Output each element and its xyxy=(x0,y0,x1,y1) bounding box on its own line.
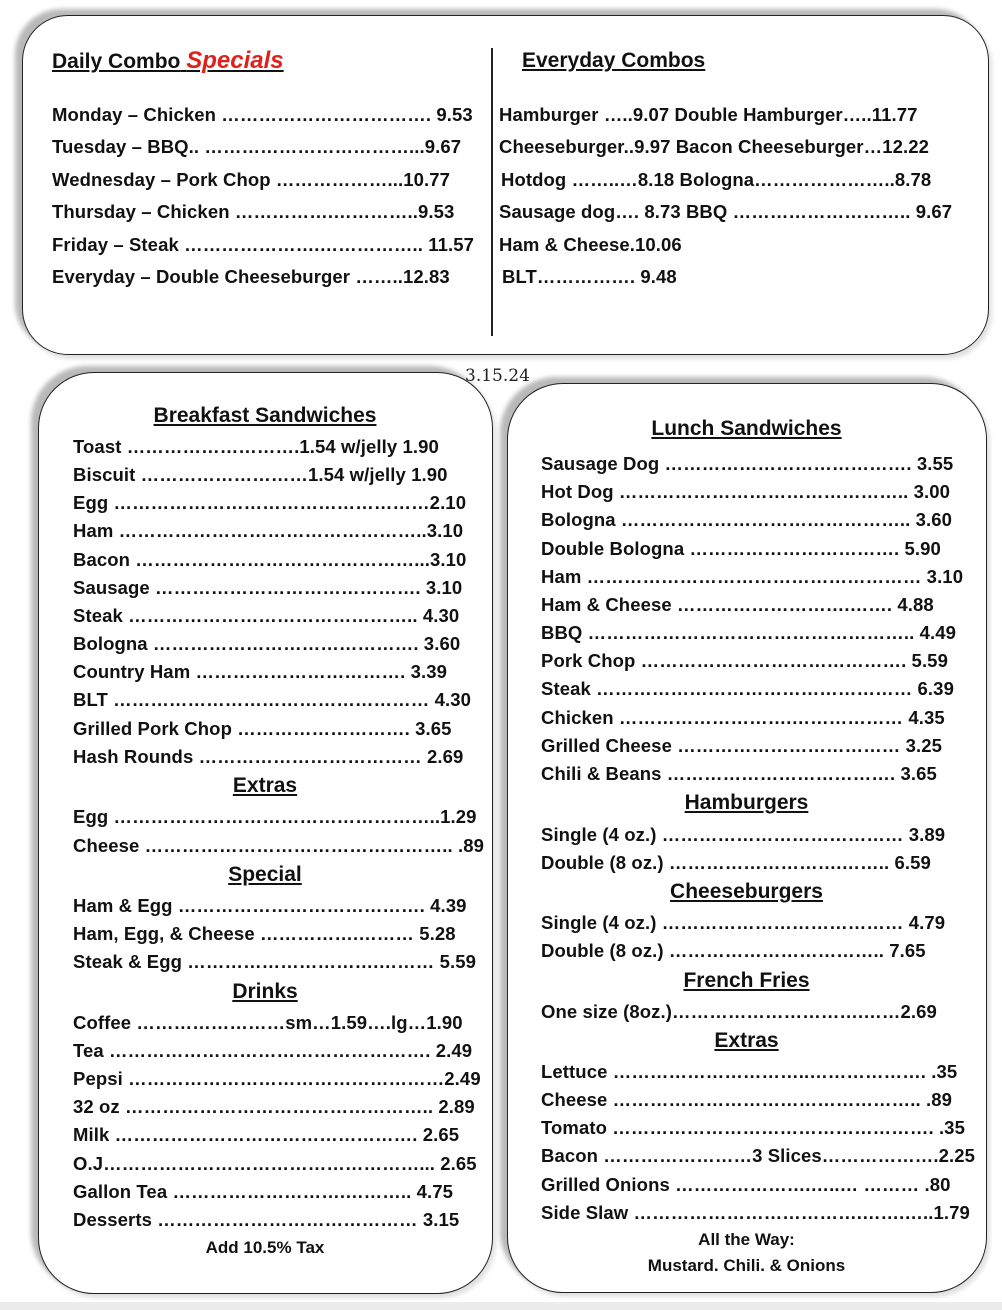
all-the-way-toppings: Mustard. Chili. & Onions xyxy=(647,1256,846,1275)
daily-special-row: Everyday – Double Cheeseburger ……..12.83 xyxy=(52,266,450,287)
menu-item-row: Lettuce …………………………..………………. .35 xyxy=(541,1061,958,1082)
menu-item-row: Desserts …………………………………… 3.15 xyxy=(73,1209,460,1230)
everyday-combo-row: Hotdog ……..…8.18 Bologna…………………..8.78 xyxy=(501,169,932,190)
menu-item-row: 32 oz ………………………………………….. 2.89 xyxy=(73,1096,475,1117)
menu-item-row: Milk …………………………………………. 2.65 xyxy=(73,1124,460,1145)
all-the-way-label: All the Way: xyxy=(698,1230,795,1249)
menu-item-row: Grilled Cheese ……………………………… 3.25 xyxy=(541,735,943,756)
menu-item-row: Bacon ………………………………………...3.10 xyxy=(73,549,467,570)
everyday-combo-row: BLT……………. 9.48 xyxy=(502,266,677,287)
menu-item-row: Bacon ……………………3 Slices……………….2.25 xyxy=(541,1145,976,1166)
menu-item-row: Gallon Tea ……………………….……….. 4.75 xyxy=(73,1181,454,1202)
menu-item-row: Egg ……………………………………………2.10 xyxy=(73,492,467,513)
breakfast-panel xyxy=(38,372,493,1294)
menu-item-row: Single (4 oz.) ………………………………… 4.79 xyxy=(541,912,946,933)
combos-panel xyxy=(22,15,989,355)
menu-item-row: Steak …………………………………………… 6.39 xyxy=(541,678,954,699)
menu-item-row: Sausage Dog …………………………………. 3.55 xyxy=(541,453,954,474)
menu-item-row: Ham …………………………………………..3.10 xyxy=(73,520,464,541)
menu-item-row: Egg ……………………………………………..1.29 xyxy=(73,806,477,827)
menu-item-row: Double (8 oz.) ……………………….…….. 6.59 xyxy=(541,852,931,873)
lunch-heading: Lunch Sandwiches xyxy=(651,417,842,440)
menu-item-row: Cheese ………………………………………….. .89 xyxy=(541,1089,952,1110)
menu-item-row: Ham & Cheese ……………………….……. 4.88 xyxy=(541,594,934,615)
menu-item-row: One size (8oz.)………………………….……2.69 xyxy=(541,1001,937,1022)
menu-item-row: Coffee ……………………sm…1.59….lg…1.90 xyxy=(73,1012,463,1033)
menu-item-row: Bologna ……………………………………….. 3.60 xyxy=(541,509,953,530)
menu-item-row: Pork Chop ……………………………………. 5.59 xyxy=(541,650,948,671)
menu-item-row: Tea ……………………………………………. 2.49 xyxy=(73,1040,473,1061)
menu-item-row: Tomato ……………………………………………. .35 xyxy=(541,1117,965,1138)
daily-special-row: Thursday – Chicken …………….…………..9.53 xyxy=(52,201,455,222)
everyday-combos-heading: Everyday Combos xyxy=(522,49,706,72)
menu-item-row: O.J……………………………………………... 2.65 xyxy=(73,1153,477,1174)
breakfast-heading: Breakfast Sandwiches xyxy=(153,404,377,427)
menu-item-row: Country Ham ……………………………. 3.39 xyxy=(73,661,447,682)
menu-item-row: Steak & Egg ………………………….……… 5.59 xyxy=(73,951,476,972)
daily-special-row: Tuesday – BBQ.. ……………………………...9.67 xyxy=(52,136,462,157)
menu-item-row: Hash Rounds ……………………………… 2.69 xyxy=(73,746,464,767)
daily-combo-title: Daily Combo xyxy=(52,50,181,73)
menu-item-row: Grilled Onions ………………….…..… ……… .80 xyxy=(541,1174,951,1195)
menu-item-row: Double (8 oz.) …………………………….. 7.65 xyxy=(541,940,926,961)
everyday-combo-row: Sausage dog…. 8.73 BBQ ……………………….. 9.67 xyxy=(499,201,953,222)
drinks-heading: Drinks xyxy=(232,980,298,1003)
menu-item-row: Hot Dog ……………………………………….. 3.00 xyxy=(541,481,950,502)
daily-special-row: Monday – Chicken ……………………………. 9.53 xyxy=(52,104,473,125)
extras-heading: Extras xyxy=(714,1029,779,1052)
extras-heading: Extras xyxy=(232,774,298,797)
everyday-combo-row: Hamburger …..9.07 Double Hamburger…..11.77 xyxy=(499,104,918,125)
menu-item-row: Cheese ………………………………………….. .89 xyxy=(73,835,484,856)
menu-item-row: Ham ……………………………………………… 3.10 xyxy=(541,566,964,587)
french-fries-heading: French Fries xyxy=(683,969,810,992)
special-heading: Special xyxy=(228,863,302,886)
daily-combo-heading xyxy=(52,47,284,75)
menu-item-row: Toast ……………………….1.54 w/jelly 1.90 xyxy=(73,436,439,457)
menu-item-row: Ham & Egg …………………………………. 4.39 xyxy=(73,895,467,916)
menu-item-row: Side Slaw ……………………………….…….…..1.79 xyxy=(541,1202,970,1223)
menu-item-row: Bologna ……………………………………. 3.60 xyxy=(73,633,461,654)
daily-special-row: Wednesday – Pork Chop ………………...10.77 xyxy=(52,169,451,190)
everyday-combo-row: Ham & Cheese.10.06 xyxy=(499,234,682,255)
menu-item-row: Chicken ……………………….……………… 4.35 xyxy=(541,707,945,728)
cheeseburgers-heading: Cheeseburgers xyxy=(670,880,823,903)
menu-item-row: Ham, Egg, & Cheese …………….……… 5.28 xyxy=(73,923,456,944)
specials-accent-text: Specials xyxy=(186,47,284,74)
daily-special-row: Friday – Steak ………………….…………….. 11.57 xyxy=(52,234,475,255)
menu-item-row: BBQ …………………………………………….. 4.49 xyxy=(541,622,956,643)
menu-item-row: Pepsi ……………………………………………2.49 xyxy=(73,1068,481,1089)
everyday-combo-row: Cheeseburger..9.97 Bacon Cheeseburger…12.22 xyxy=(499,136,929,157)
menu-item-row: Chili & Beans ………………………………. 3.65 xyxy=(541,763,937,784)
hamburgers-heading: Hamburgers xyxy=(684,791,809,814)
column-divider xyxy=(491,48,493,336)
menu-item-row: Sausage ……………………………………. 3.10 xyxy=(73,577,463,598)
menu-item-row: BLT …………………………………………… 4.30 xyxy=(73,689,471,710)
lunch-panel xyxy=(507,383,987,1293)
menu-item-row: Grilled Pork Chop ………………………. 3.65 xyxy=(73,718,452,739)
menu-item-row: Single (4 oz.) ………………………………… 3.89 xyxy=(541,824,946,845)
menu-item-row: Steak ……………………………………….. 4.30 xyxy=(73,605,460,626)
page-bottom-strip xyxy=(0,1302,1002,1310)
menu-item-row: Double Bologna ……………………………. 5.90 xyxy=(541,538,941,559)
tax-note: Add 10.5% Tax xyxy=(205,1238,325,1257)
menu-date: 3.15.24 xyxy=(465,366,530,386)
menu-item-row: Biscuit ………………………1.54 w/jelly 1.90 xyxy=(73,464,448,485)
